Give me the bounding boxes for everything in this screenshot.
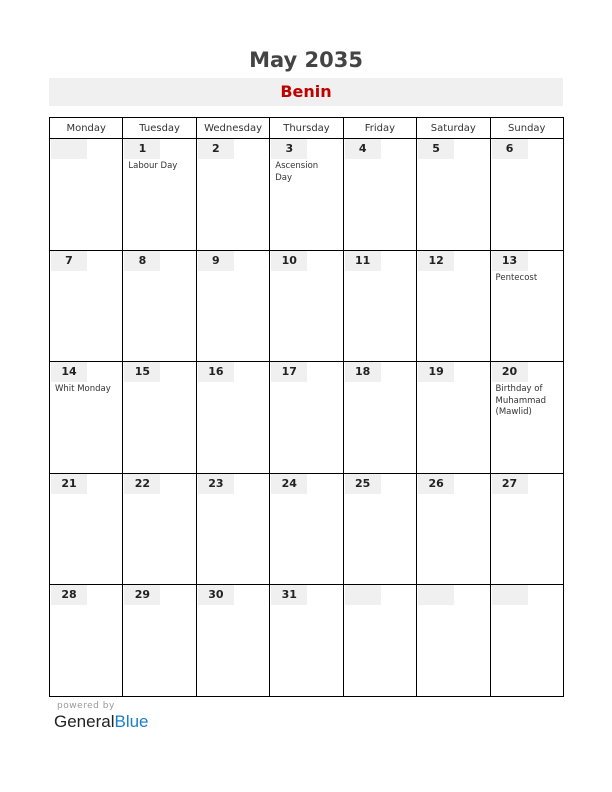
day-number [418,585,454,605]
week-row [50,139,564,251]
day-cell [270,362,343,474]
day-number: 29 [124,585,160,605]
day-number: 18 [345,362,381,382]
day-number: 8 [124,251,160,271]
day-number: 13 [492,251,528,271]
day-number: 22 [124,474,160,494]
day-number: 12 [418,251,454,271]
day-cell [417,250,490,362]
day-number: 2 [198,139,234,159]
day-cell [270,139,343,251]
day-number: 28 [51,585,87,605]
day-number: 6 [492,139,528,159]
day-number: 9 [198,251,234,271]
powered-by-label: powered by [57,701,115,711]
weekday-header: Saturday [417,118,490,139]
day-number: 1 [124,139,160,159]
day-cell [270,250,343,362]
day-cell [417,585,490,697]
day-cell [123,250,196,362]
day-cell [417,362,490,474]
day-number: 27 [492,474,528,494]
weekday-header: Sunday [490,118,563,139]
day-cell [490,473,563,585]
weekday-header: Tuesday [123,118,196,139]
day-number: 4 [345,139,381,159]
day-cell [417,473,490,585]
weekday-header-row [50,118,564,139]
day-cell [123,473,196,585]
day-cell [270,473,343,585]
day-number: 30 [198,585,234,605]
day-number: 17 [271,362,307,382]
brand-general: General [54,712,115,731]
day-cell [50,473,123,585]
day-number: 5 [418,139,454,159]
holiday-label: Ascension Day [275,161,319,183]
day-number: 26 [418,474,454,494]
generalblue-logo [54,712,149,732]
day-cell [50,139,123,251]
day-number: 25 [345,474,381,494]
country-banner: Benin [49,78,563,106]
day-cell [343,250,416,362]
day-cell [123,139,196,251]
day-number: 20 [492,362,528,382]
holiday-label: Labour Day [128,161,178,171]
day-cell [196,585,269,697]
day-cell [50,585,123,697]
brand-blue: Blue [114,712,149,731]
day-number: 15 [124,362,160,382]
week-row [50,473,564,585]
day-number [345,585,381,605]
day-number: 3 [271,139,307,159]
day-cell [50,362,123,474]
day-number: 24 [271,474,307,494]
day-cell [343,362,416,474]
day-cell [490,139,563,251]
week-row [50,250,564,362]
day-cell [343,473,416,585]
week-row [50,362,564,474]
weekday-header: Monday [50,118,123,139]
day-number: 7 [51,251,87,271]
page-title: May 2035 [249,48,363,72]
day-number: 21 [51,474,87,494]
day-number: 14 [51,362,87,382]
day-cell [490,250,563,362]
holiday-label: Whit Monday [55,384,111,394]
week-row [50,585,564,697]
day-cell [196,473,269,585]
day-cell [123,362,196,474]
day-number [51,139,87,159]
day-number [492,585,528,605]
day-number: 31 [271,585,307,605]
holiday-label: Birthday of Muhammad (Mawlid) [495,384,547,417]
weekday-header: Thursday [270,118,343,139]
day-cell [196,362,269,474]
day-cell [123,585,196,697]
calendar-grid [49,117,564,697]
weekday-header: Wednesday [196,118,269,139]
day-number: 16 [198,362,234,382]
day-number: 19 [418,362,454,382]
day-cell [417,139,490,251]
day-number: 11 [345,251,381,271]
day-cell [196,139,269,251]
day-cell [490,362,563,474]
day-cell [490,585,563,697]
day-cell [343,585,416,697]
day-cell [50,250,123,362]
day-number: 10 [271,251,307,271]
holiday-label: Pentecost [495,272,538,283]
day-cell [343,139,416,251]
day-cell [196,250,269,362]
day-cell [270,585,343,697]
day-number: 23 [198,474,234,494]
weekday-header: Friday [343,118,416,139]
